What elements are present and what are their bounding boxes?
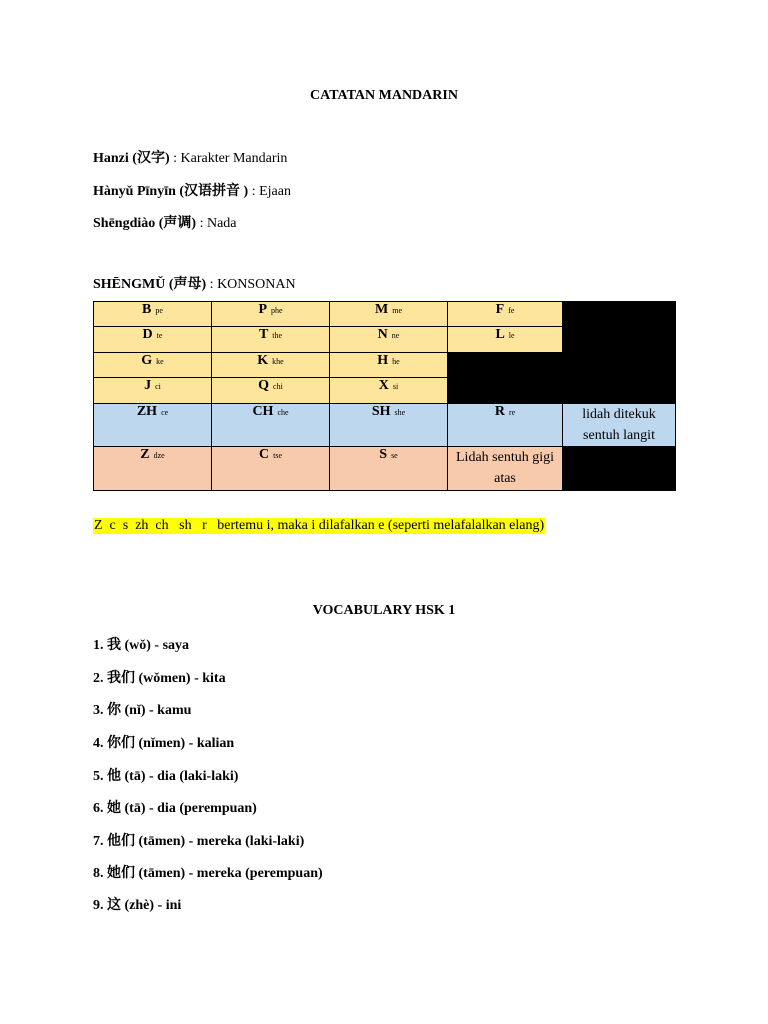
tongue-note-cell: lidah ditekuk sentuh langit xyxy=(563,404,676,447)
consonant-letter: D xyxy=(142,327,153,342)
consonant-letter: Q xyxy=(258,378,270,393)
table-cell xyxy=(212,447,330,491)
definition-hanzi xyxy=(93,147,287,167)
highlight-note: Z c s zh ch sh r bertemu i, maka i dilafalkan e (seperti melafalalkan elang) xyxy=(94,518,545,533)
consonant-sound: me xyxy=(392,306,402,315)
consonant-sound: te xyxy=(156,331,163,340)
list-item: 2. 我们 (wǒmen) - kita xyxy=(93,671,226,686)
consonant-sound: dze xyxy=(153,451,165,460)
shengmu-term: SHĒNGMǓ (声母) xyxy=(93,277,207,292)
definition-separator: : xyxy=(196,216,207,231)
table-cell xyxy=(330,353,448,378)
definition-meaning: Ejaan xyxy=(259,184,291,199)
consonant-sound: ci xyxy=(155,382,161,391)
consonant-sound: fe xyxy=(508,306,515,315)
definition-meaning: Karakter Mandarin xyxy=(180,151,288,166)
consonant-sound: khe xyxy=(272,357,284,366)
consonant-sound: chi xyxy=(273,382,283,391)
table-cell xyxy=(330,302,448,327)
table-cell xyxy=(212,378,330,404)
list-item: 7. 他们 (tāmen) - mereka (laki-laki) xyxy=(93,834,305,849)
consonant-letter: P xyxy=(258,302,267,317)
consonant-sound: che xyxy=(277,408,289,417)
consonant-letter: Z xyxy=(140,447,150,462)
consonant-letter: X xyxy=(378,378,389,393)
table-cell xyxy=(94,378,212,404)
table-cell xyxy=(94,447,212,491)
consonant-letter: F xyxy=(495,302,505,317)
consonant-letter: J xyxy=(144,378,152,393)
table-cell xyxy=(94,404,212,447)
black-cell xyxy=(563,302,676,353)
table-cell xyxy=(330,404,448,447)
consonant-letter: T xyxy=(258,327,269,342)
consonant-sound: phe xyxy=(271,306,283,315)
consonant-sound: tse xyxy=(273,451,282,460)
shengmu-separator: : xyxy=(206,277,218,292)
table-row xyxy=(94,404,676,447)
consonant-letter: S xyxy=(379,447,388,462)
consonant-letter: M xyxy=(375,302,389,317)
tongue-note-cell: Lidah sentuh gigi atas xyxy=(448,447,563,491)
definition-pinyin xyxy=(93,180,291,200)
table-cell xyxy=(212,404,330,447)
consonant-sound: ke xyxy=(156,357,164,366)
consonant-sound: ne xyxy=(391,331,400,340)
consonant-letter: SH xyxy=(371,404,391,419)
consonant-sound: she xyxy=(394,408,406,417)
table-cell xyxy=(330,327,448,353)
consonant-letter: L xyxy=(495,327,505,342)
table-row xyxy=(94,447,676,491)
list-item: 5. 他 (tā) - dia (laki-laki) xyxy=(93,769,239,784)
list-item: 4. 你们 (nǐmen) - kalian xyxy=(93,736,235,751)
konsonan-table xyxy=(93,301,676,491)
consonant-sound: re xyxy=(508,408,516,417)
definition-term: Shēngdiào (声调) xyxy=(93,216,197,231)
table-cell xyxy=(212,353,330,378)
table-cell xyxy=(94,327,212,353)
consonant-sound: se xyxy=(391,451,398,460)
consonant-letter: C xyxy=(258,447,270,462)
consonant-letter: ZH xyxy=(136,404,158,419)
table-cell xyxy=(212,327,330,353)
list-item: 9. 这 (zhè) - ini xyxy=(93,898,182,913)
table-cell xyxy=(330,378,448,404)
consonant-letter: CH xyxy=(252,404,274,419)
shengmu-heading xyxy=(93,273,296,293)
table-row xyxy=(94,302,676,327)
table-cell xyxy=(448,327,563,353)
shengmu-meaning: KONSONAN xyxy=(217,277,296,292)
consonant-sound: he xyxy=(392,357,400,366)
table-cell xyxy=(448,302,563,327)
definition-term: Hanzi (汉字) xyxy=(93,151,170,166)
vocab-title: VOCABULARY HSK 1 xyxy=(312,603,456,618)
consonant-letter: H xyxy=(377,353,389,368)
consonant-letter: B xyxy=(142,302,152,317)
table-cell xyxy=(448,404,563,447)
table-cell xyxy=(94,302,212,327)
list-item: 6. 她 (tā) - dia (perempuan) xyxy=(93,801,257,816)
definition-term: Hànyǔ Pīnyīn (汉语拼音 ) xyxy=(93,184,249,199)
definition-meaning: Nada xyxy=(206,216,237,231)
consonant-sound: pe xyxy=(155,306,163,315)
table-cell xyxy=(330,447,448,491)
consonant-sound: le xyxy=(508,331,515,340)
black-cell xyxy=(448,353,676,404)
consonant-letter: N xyxy=(377,327,388,342)
consonant-letter: G xyxy=(141,353,153,368)
consonant-sound: si xyxy=(392,382,399,391)
definition-shengdiao xyxy=(93,212,237,232)
consonant-letter: R xyxy=(494,404,505,419)
table-row xyxy=(94,353,676,378)
list-item: 1. 我 (wǒ) - saya xyxy=(93,638,190,653)
table-cell xyxy=(94,353,212,378)
consonant-sound: ce xyxy=(161,408,169,417)
definition-separator: : xyxy=(169,151,181,166)
table-cell xyxy=(212,302,330,327)
list-item: 3. 你 (nǐ) - kamu xyxy=(93,703,192,718)
list-item: 8. 她们 (tāmen) - mereka (perempuan) xyxy=(93,866,323,881)
definition-separator: : xyxy=(248,184,260,199)
consonant-sound: the xyxy=(272,331,283,340)
document-title: CATATAN MANDARIN xyxy=(310,88,458,103)
black-cell xyxy=(563,447,676,491)
consonant-letter: K xyxy=(257,353,269,368)
